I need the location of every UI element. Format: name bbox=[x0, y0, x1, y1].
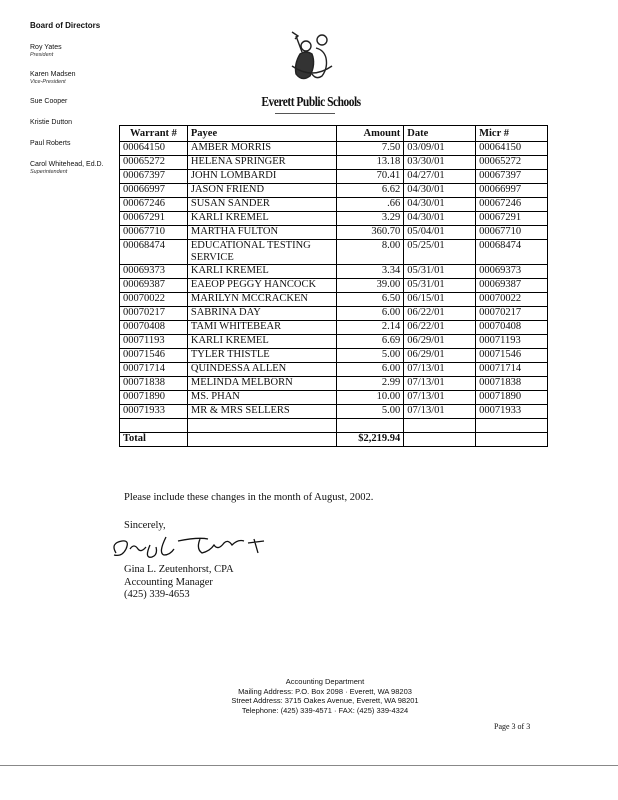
page-number: Page 3 of 3 bbox=[494, 722, 531, 731]
cell-amount: 3.29 bbox=[337, 212, 404, 226]
cell-date: 06/29/01 bbox=[404, 349, 476, 363]
total-row bbox=[120, 433, 548, 447]
cell-warrant: 00071546 bbox=[120, 349, 188, 363]
cell-micr: 00071193 bbox=[476, 335, 548, 349]
cell-amount: 5.00 bbox=[337, 349, 404, 363]
cell-warrant: 00071193 bbox=[120, 335, 188, 349]
cell-amount: 360.70 bbox=[337, 226, 404, 240]
table-row bbox=[120, 226, 548, 240]
cell-payee: TAMI WHITEBEAR bbox=[187, 321, 337, 335]
cell-payee: EDUCATIONAL TESTING SERVICE bbox=[187, 240, 337, 265]
header-payee: Payee bbox=[187, 126, 337, 142]
cell-date: 07/13/01 bbox=[404, 391, 476, 405]
cell-payee: MR & MRS SELLERS bbox=[187, 405, 337, 419]
cell-date: 05/31/01 bbox=[404, 279, 476, 293]
cell-warrant: 00071933 bbox=[120, 405, 188, 419]
cell-payee: HELENA SPRINGER bbox=[187, 156, 337, 170]
cell-warrant: 00069373 bbox=[120, 265, 188, 279]
cell-micr: 00071714 bbox=[476, 363, 548, 377]
cell-payee: TYLER THISTLE bbox=[187, 349, 337, 363]
district-logo bbox=[282, 26, 342, 88]
board-member bbox=[30, 44, 125, 58]
cell-date: 07/13/01 bbox=[404, 363, 476, 377]
table-row bbox=[120, 321, 548, 335]
member-role: Vice-President bbox=[30, 79, 66, 85]
org-underline bbox=[275, 113, 335, 114]
cell-warrant: 00065272 bbox=[120, 156, 188, 170]
table-row bbox=[120, 405, 548, 419]
table-row bbox=[120, 240, 548, 265]
cell-micr: 00067291 bbox=[476, 212, 548, 226]
board-of-directors bbox=[30, 22, 125, 188]
cell-date: 06/29/01 bbox=[404, 335, 476, 349]
cell-micr: 00070022 bbox=[476, 293, 548, 307]
cell-payee: KARLI KREMEL bbox=[187, 265, 337, 279]
cell-payee: QUINDESSA ALLEN bbox=[187, 363, 337, 377]
cell-amount: 8.00 bbox=[337, 240, 404, 265]
cell-date: 03/09/01 bbox=[404, 142, 476, 156]
cell-amount: 3.34 bbox=[337, 265, 404, 279]
cell-amount: 70.41 bbox=[337, 170, 404, 184]
cell-warrant: 00071838 bbox=[120, 377, 188, 391]
cell-payee: MS. PHAN bbox=[187, 391, 337, 405]
cell-amount: 5.00 bbox=[337, 405, 404, 419]
cell-warrant: 00067246 bbox=[120, 198, 188, 212]
member-name: Sue Cooper bbox=[30, 98, 68, 105]
cell-warrant: 00067397 bbox=[120, 170, 188, 184]
cell-warrant: 00071890 bbox=[120, 391, 188, 405]
member-name: Paul Roberts bbox=[30, 140, 71, 147]
cell-date: 06/15/01 bbox=[404, 293, 476, 307]
cell-micr: 00069373 bbox=[476, 265, 548, 279]
closing: Sincerely, bbox=[124, 520, 166, 531]
table-row bbox=[120, 335, 548, 349]
cell-date: 05/25/01 bbox=[404, 240, 476, 265]
cell-micr: 00070217 bbox=[476, 307, 548, 321]
table-row bbox=[120, 377, 548, 391]
footer-dept: Accounting Department bbox=[285, 677, 365, 686]
table-row bbox=[120, 307, 548, 321]
letterhead-footer bbox=[180, 677, 470, 715]
footer-contact: Telephone: (425) 339-4571 · FAX: (425) 339-4324 bbox=[241, 705, 409, 715]
member-name: Roy Yates bbox=[30, 44, 62, 51]
table-row bbox=[120, 293, 548, 307]
table-row bbox=[120, 170, 548, 184]
total-amount: $2,219.94 bbox=[337, 433, 404, 447]
board-member bbox=[30, 161, 125, 175]
table-row bbox=[120, 184, 548, 198]
table-row bbox=[120, 391, 548, 405]
cell-date: 04/30/01 bbox=[404, 184, 476, 198]
cell-warrant: 00064150 bbox=[120, 142, 188, 156]
header-warrant: Warrant # bbox=[120, 126, 188, 142]
table-row bbox=[120, 279, 548, 293]
table-row bbox=[120, 142, 548, 156]
table-row bbox=[120, 156, 548, 170]
table-row bbox=[120, 265, 548, 279]
cell-date: 07/13/01 bbox=[404, 377, 476, 391]
cell-payee: KARLI KREMEL bbox=[187, 335, 337, 349]
footer-mailing: Mailing Address: P.O. Box 2098 · Everett, WA 98203 bbox=[238, 686, 412, 696]
cell-amount: .66 bbox=[337, 198, 404, 212]
signer-block bbox=[124, 564, 234, 602]
cell-payee: AMBER MORRIS bbox=[187, 142, 337, 156]
body-text: Please include these changes in the month of August, 2002. bbox=[124, 492, 374, 503]
cell-amount: 2.14 bbox=[337, 321, 404, 335]
cell-amount: 6.00 bbox=[337, 307, 404, 321]
cell-date: 05/31/01 bbox=[404, 265, 476, 279]
cell-date: 06/22/01 bbox=[404, 307, 476, 321]
cell-amount: 7.50 bbox=[337, 142, 404, 156]
member-name: Carol Whitehead, Ed.D. bbox=[30, 161, 104, 168]
board-member bbox=[30, 71, 125, 85]
cell-amount: 2.99 bbox=[337, 377, 404, 391]
cell-date: 07/13/01 bbox=[404, 405, 476, 419]
cell-payee: EAEOP PEGGY HANCOCK bbox=[187, 279, 337, 293]
board-heading: Board of Directors bbox=[30, 21, 101, 30]
cell-payee: KARLI KREMEL bbox=[187, 212, 337, 226]
cell-micr: 00071933 bbox=[476, 405, 548, 419]
table-header-row bbox=[120, 126, 548, 142]
cell-micr: 00069387 bbox=[476, 279, 548, 293]
member-name: Kristie Dutton bbox=[30, 119, 73, 126]
header-micr: Micr # bbox=[476, 126, 548, 142]
cell-amount: 6.00 bbox=[337, 363, 404, 377]
cell-date: 06/22/01 bbox=[404, 321, 476, 335]
cell-micr: 00068474 bbox=[476, 240, 548, 265]
cell-payee: MELINDA MELBORN bbox=[187, 377, 337, 391]
cell-micr: 00071890 bbox=[476, 391, 548, 405]
cell-micr: 00064150 bbox=[476, 142, 548, 156]
cell-amount: 6.69 bbox=[337, 335, 404, 349]
cell-warrant: 00067710 bbox=[120, 226, 188, 240]
cell-warrant: 00066997 bbox=[120, 184, 188, 198]
org-name: Everett Public Schools bbox=[261, 95, 361, 110]
cell-warrant: 00067291 bbox=[120, 212, 188, 226]
footer-street: Street Address: 3715 Oakes Avenue, Everett, WA 98201 bbox=[231, 696, 419, 705]
cell-amount: 13.18 bbox=[337, 156, 404, 170]
cell-amount: 6.50 bbox=[337, 293, 404, 307]
cell-date: 04/27/01 bbox=[404, 170, 476, 184]
cell-warrant: 00071714 bbox=[120, 363, 188, 377]
bottom-rule bbox=[0, 765, 618, 766]
table-row bbox=[120, 349, 548, 363]
table-row bbox=[120, 363, 548, 377]
cell-date: 03/30/01 bbox=[404, 156, 476, 170]
blank-row bbox=[120, 419, 548, 433]
cell-date: 04/30/01 bbox=[404, 198, 476, 212]
member-name: Karen Madsen bbox=[30, 71, 76, 78]
cell-warrant: 00070022 bbox=[120, 293, 188, 307]
total-label: Total bbox=[120, 433, 188, 447]
cell-warrant: 00069387 bbox=[120, 279, 188, 293]
header-date: Date bbox=[404, 126, 476, 142]
member-role: President bbox=[30, 52, 54, 58]
cell-payee: JOHN LOMBARDI bbox=[187, 170, 337, 184]
board-member bbox=[30, 98, 125, 106]
table-row bbox=[120, 212, 548, 226]
cell-date: 05/04/01 bbox=[404, 226, 476, 240]
cell-warrant: 00068474 bbox=[120, 240, 188, 265]
cell-warrant: 00070408 bbox=[120, 321, 188, 335]
cell-micr: 00071546 bbox=[476, 349, 548, 363]
cell-payee: SUSAN SANDER bbox=[187, 198, 337, 212]
handwritten-signature bbox=[104, 527, 284, 567]
cell-date: 04/30/01 bbox=[404, 212, 476, 226]
header-amount: Amount bbox=[337, 126, 404, 142]
cell-amount: 6.62 bbox=[337, 184, 404, 198]
signer-phone: (425) 339-4653 bbox=[124, 589, 190, 600]
cell-micr: 00071838 bbox=[476, 377, 548, 391]
board-members bbox=[30, 44, 125, 175]
cell-micr: 00067710 bbox=[476, 226, 548, 240]
signer-title: Accounting Manager bbox=[124, 576, 213, 588]
cell-micr: 00067397 bbox=[476, 170, 548, 184]
cell-payee: MARTHA FULTON bbox=[187, 226, 337, 240]
cell-micr: 00065272 bbox=[476, 156, 548, 170]
cell-payee: JASON FRIEND bbox=[187, 184, 337, 198]
table-row bbox=[120, 198, 548, 212]
cell-micr: 00067246 bbox=[476, 198, 548, 212]
warrant-table bbox=[119, 125, 548, 447]
cell-payee: MARILYN MCCRACKEN bbox=[187, 293, 337, 307]
board-member bbox=[30, 140, 125, 148]
cell-warrant: 00070217 bbox=[120, 307, 188, 321]
member-role: Superintendent bbox=[30, 169, 68, 175]
cell-amount: 10.00 bbox=[337, 391, 404, 405]
cell-micr: 00070408 bbox=[476, 321, 548, 335]
cell-payee: SABRINA DAY bbox=[187, 307, 337, 321]
cell-amount: 39.00 bbox=[337, 279, 404, 293]
cell-micr: 00066997 bbox=[476, 184, 548, 198]
signer-name: Gina L. Zeutenhorst, CPA bbox=[124, 564, 234, 575]
board-member bbox=[30, 119, 125, 127]
